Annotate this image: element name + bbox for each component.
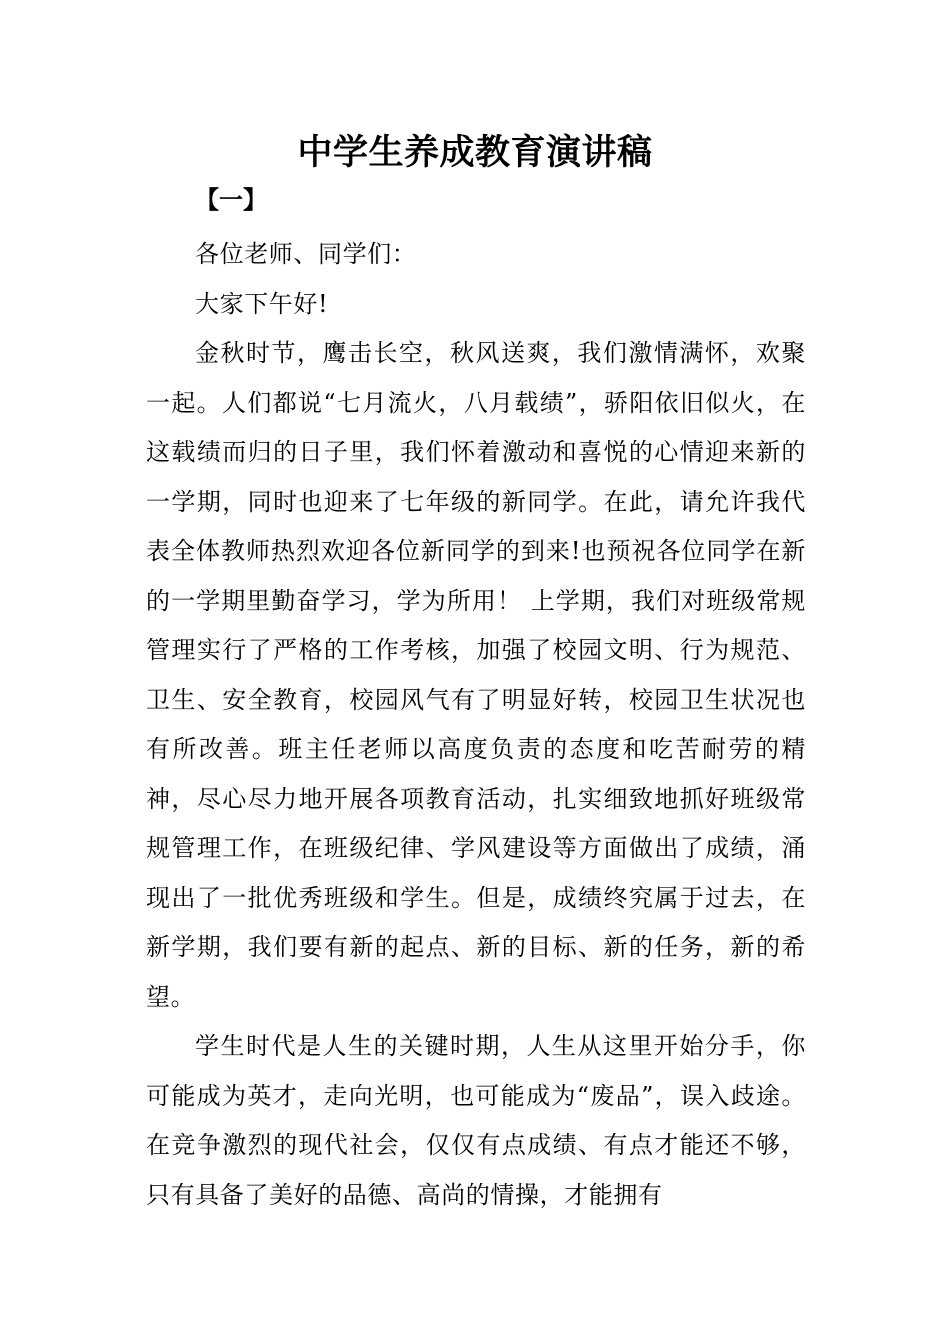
- document-title: 中学生养成教育演讲稿: [297, 133, 653, 173]
- body-paragraph: 金秋时节，鹰击长空，秋风送爽，我们激情满怀，欢聚一起。人们都说“七月流火，八月载绩”，骄阳依旧似火，在这载绩而归的日子里，我们怀着激动和喜悦的心情迎来新的一学期，同时也迎来了七年级的新同学。在此，请允许我代表全体教师热烈欢迎各位新同学的到来!也预祝各位同学在新的一学期里勤奋学习，学为所用！ 上学期，我们对班级常规管理实行了严格的工作考核，加强了校园文明、行为规范、卫生、安全教育，校园风气有了明显好转，校园卫生状况也有所改善。班主任老师以高度负责的态度和吃苦耐劳的精神，尽心尽力地开展各项教育活动，扎实细致地抓好班级常规管理工作，在班级纪律、学风建设等方面做出了成绩，涌现出了一批优秀班级和学生。但是，成绩终究属于过去，在新学期，我们要有新的起点、新的目标、新的任务，新的希望。: [146, 339, 806, 1011]
- salutation-paragraph: 大家下午好!: [195, 289, 329, 318]
- greeting-paragraph: 各位老师、同学们：: [195, 240, 417, 268]
- document-body: [146, 230, 806, 1220]
- section-label: 【一】: [195, 186, 267, 214]
- body-paragraph: 学生时代是人生的关键时期，人生从这里开始分手，你可能成为英才，走向光明，也可能成为“废品”，误入歧途。在竞争激烈的现代社会，仅仅有点成绩、有点才能还不够，只有具备了美好的品德、高尚的情操，才能拥有: [146, 1032, 806, 1209]
